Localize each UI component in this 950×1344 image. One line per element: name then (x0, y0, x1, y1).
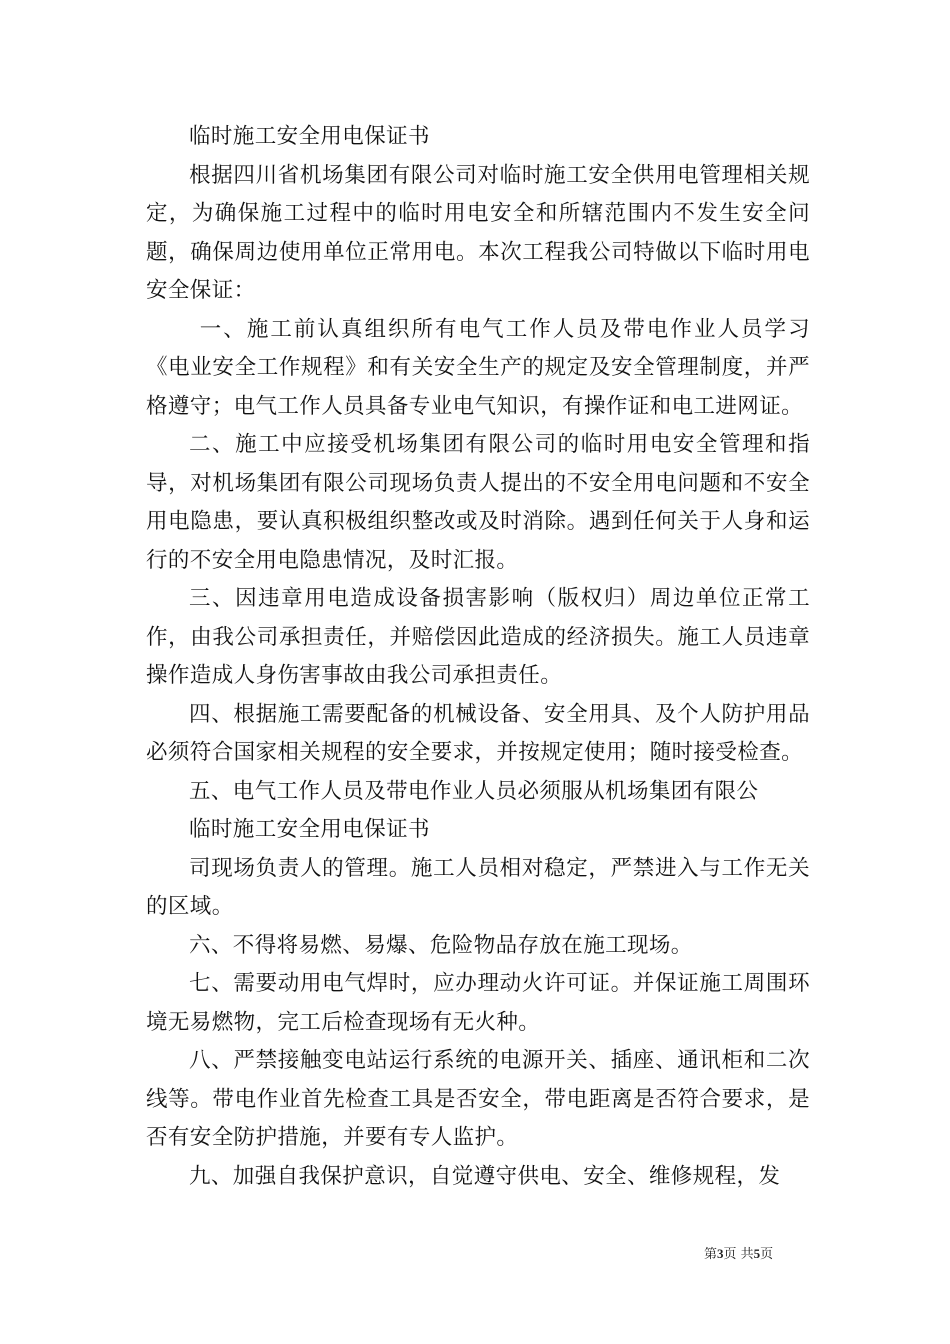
intro-paragraph: 根据四川省机场集团有限公司对临时施工安全供用电管理相关规定，为确保施工过程中的临时用电安全和所辖范围内不发生安全问题，确保周边使用单位正常用电。本次工程我公司特做以下临时用电安全保证： (146, 162, 810, 303)
clause-1-paragraph: 一、施工前认真组织所有电气工作人员及带电作业人员学习《电业安全工作规程》和有关安全生产的规定及安全管理制度，并严格遵守；电气工作人员具备专业电气知识，有操作证和电工进网证。 (146, 316, 810, 419)
clause-3-paragraph: 三、因违章用电造成设备损害影响（版权归）周边单位正常工作，由我公司承担责任，并赔偿因此造成的经济损失。施工人员违章操作造成人身伤害事故由我公司承担责任。 (146, 586, 810, 688)
footer-middle: 页 共 (723, 1247, 754, 1262)
page-footer (704, 1245, 773, 1264)
clause-8-paragraph: 八、严禁接触变电站运行系统的电源开关、插座、通讯柜和二次线等。带电作业首先检查工具是否安全，带电距离是否符合要求，是否有安全防护措施，并要有专人监护。 (146, 1048, 810, 1150)
footer-suffix: 页 (760, 1247, 774, 1262)
document-body (146, 118, 810, 1196)
clause-2-paragraph: 二、施工中应接受机场集团有限公司的临时用电安全管理和指导，对机场集团有限公司现场负责人提出的不安全用电问题和不安全用电隐患，要认真积极组织整改或及时消除。遇到任何关于人身和运行的不安全用电隐患情况，及时汇报。 (146, 432, 810, 573)
clause-5-continuation: 司现场负责人的管理。施工人员相对稳定，严禁进入与工作无关的区域。 (146, 855, 810, 919)
footer-prefix: 第 (704, 1247, 718, 1262)
repeated-title: 临时施工安全用电保证书 (189, 817, 430, 842)
clause-6-paragraph: 六、不得将易燃、易爆、危险物品存放在施工现场。 (189, 932, 693, 958)
current-page-number: 3 (717, 1246, 724, 1261)
document-title: 临时施工安全用电保证书 (189, 124, 430, 149)
total-page-number: 5 (753, 1246, 761, 1261)
clause-9-paragraph: 九、加强自我保护意识，自觉遵守供电、安全、维修规程，发 (189, 1163, 781, 1189)
clause-5-paragraph: 五、电气工作人员及带电作业人员必须服从机场集团有限公 (189, 778, 759, 804)
clause-4-paragraph: 四、根据施工需要配备的机械设备、安全用具、及个人防护用品必须符合国家相关规程的安全要求，并按规定使用；随时接受检查。 (146, 701, 810, 765)
clause-7-paragraph: 七、需要动用电气焊时，应办理动火许可证。并保证施工周围环境无易燃物，完工后检查现场有无火种。 (146, 971, 810, 1035)
